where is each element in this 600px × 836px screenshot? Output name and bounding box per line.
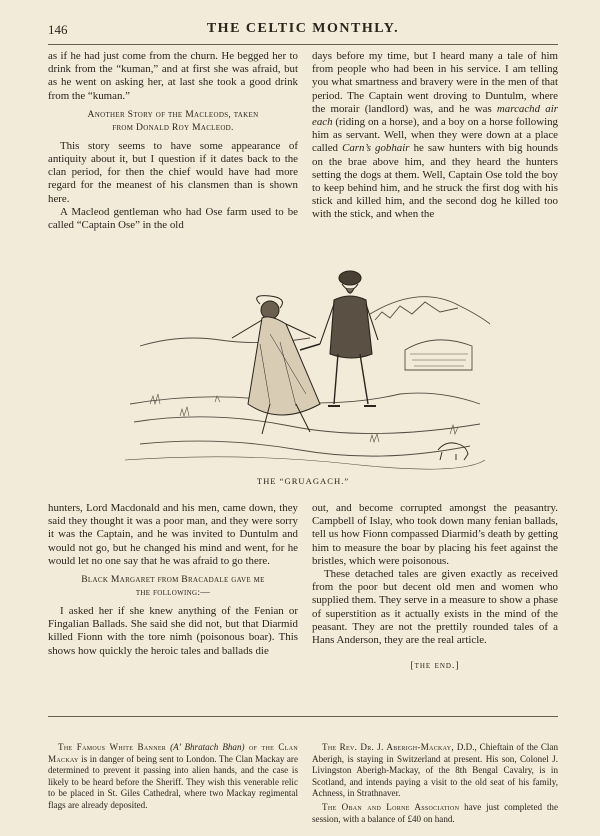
page-number: 146 — [48, 22, 68, 37]
column-bottom-right — [312, 502, 558, 672]
cottage — [405, 340, 472, 370]
header-rule — [48, 44, 558, 45]
figure-woman — [232, 296, 320, 434]
column-top-left — [48, 50, 298, 232]
gaelic-place-name: Carn’s gobhair — [342, 142, 410, 155]
paragraph: These detached tales are given exactly as received from the poor but decent old men and women who supplied them. They serve in a measure to show a phase of superstition as it actually exists in the mind of the peasant. They are not the prettily rounded tales of a Hans Anderson, they are the real article. — [312, 568, 558, 647]
paragraph: days before my time, but I heard many a tale of him from people who had been in his service. I am telling you what smartness and bravery were in the men of that period. The Captain went droving to Duntulm, where the morair (landlord) was, and he was marcachd air each (riding on a horse), and a boy on a horse following him as servant. Well, when they were down at a place called Carn’s gobhair he saw hunters with big hounds on the brae above him, and they heard the hunters setting the dogs at them. Well, Captain Ose told the boy to keep behind him, and he struck the first dog with his stick and killed him, and the second dog he killed too with the stick, and when the — [312, 50, 558, 221]
note-right: The Rev. Dr. J. Aberigh-Mackay, D.D., Chieftain of the Clan Aberigh, is staying in Switzerland at present. His son, Colonel J. Livingston Aberigh-Mackay, of the 8th Bengal Cavalry, is in Scotland, and intends paying a visit to the old seat of his family, Achness, in Strathnaver. The Oban and Lorne Association have just completed the session, with a balance of £40 on hand. — [312, 742, 559, 824]
column-top-right — [312, 50, 558, 222]
page-header — [48, 20, 558, 42]
notes-rule — [48, 716, 558, 717]
figure-caption: THE “GRUAGACH.” — [256, 476, 350, 486]
paragraph: as if he had just come from the churn. He begged her to drink from the “kuman,” and at first she was afraid, but as he went on asking her, at last she took a good drink from the “kuman.” — [48, 50, 298, 102]
paragraph: A Macleod gentleman who had Ose farm used to be called “Captain Ose” in the old — [48, 205, 298, 232]
column-bottom-left — [48, 502, 298, 658]
stick — [300, 344, 320, 350]
paragraph: hunters, Lord Macdonald and his men, came down, they said they thought it was a poor man, and they were sorry it was the Captain, and he was invited to Duntulm and would not go, but he changed his mind and went, for he would let no one say that he was afraid to go there. — [48, 502, 298, 567]
running-title: THE CELTIC MONTHLY. — [206, 21, 400, 36]
note-left: The Famous White Banner (A’ Bhratach Bhan) of the Clan Mackay is in danger of being sent to London. The Clan Mackay are determined to prevent it passing into alien hands, and the case is likely to be heard before the Sheriff. They wish this venerable relic to be placed in St. Giles Cathedral, where two Mackay regimental flags are already deposited. — [48, 742, 298, 810]
dog-sketch — [438, 443, 468, 460]
paragraph: I asked her if she knew anything of the Fenian or Fingalian Ballads. She said she did not, but that Diarmid killed Fionn with the tore nimh (poisonous boar). This shows how quickly the heroic tales and ballads die — [48, 605, 298, 657]
section-heading: Another Story of the Macleods, taken from Donald Roy Macleod. — [87, 108, 259, 133]
section-heading: Black Margaret from Bracadale gave me the following:— — [81, 574, 265, 599]
end-marker: [the end.] — [410, 660, 460, 672]
gruagach-illustration — [120, 254, 490, 472]
paragraph: out, and become corrupted amongst the peasantry. Campbell of Islay, who took down many fenian ballads, tell us how Fionn compassed Diarmid’s death by getting him to measure the boar by placing his feet against the bristles, which were poisonous. — [312, 502, 558, 567]
mountain-line — [370, 297, 490, 324]
illustration — [120, 254, 490, 472]
gaelic-phrase: marcachd air each — [312, 102, 558, 129]
paragraph: This story seems to have some appearance of antiquity about it, but I question if it dates back to the clan period, for then the chief would have had more regard for the meanest of his clansmen than is shown here. — [48, 139, 298, 205]
